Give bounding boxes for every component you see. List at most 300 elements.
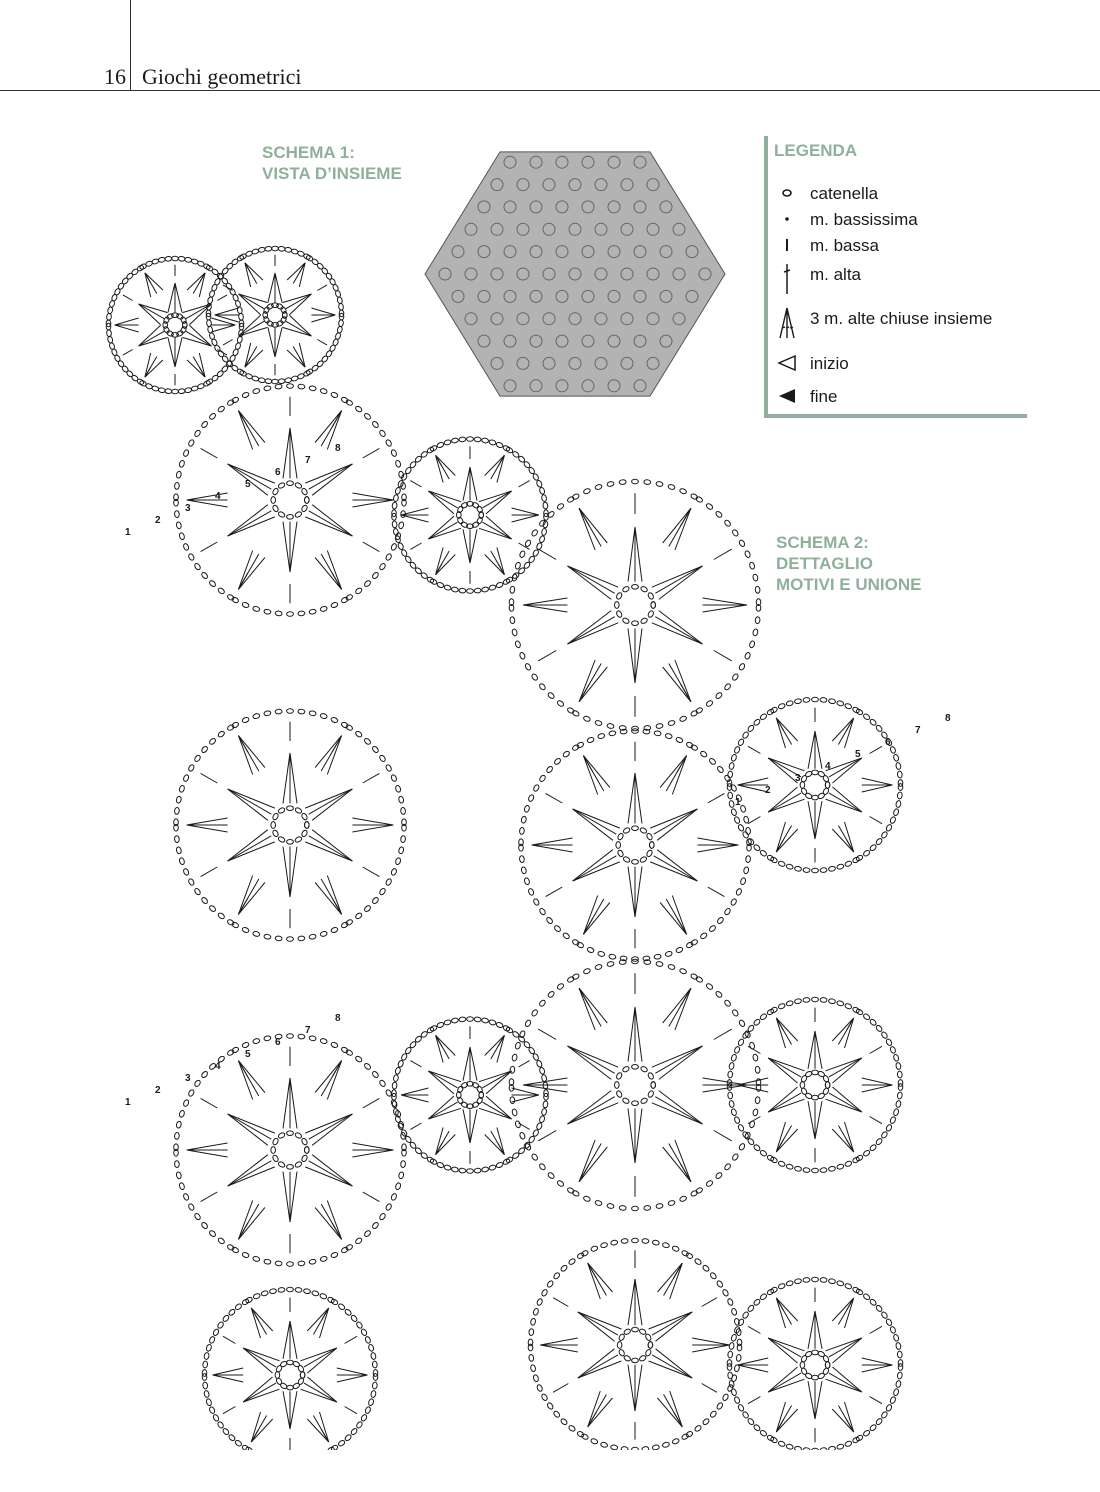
cluster-stitch [568, 566, 619, 587]
cluster-stitch [652, 566, 703, 587]
chain-stitch [597, 733, 605, 739]
chain-stitch [616, 1072, 623, 1080]
cluster-stitch [228, 1114, 272, 1139]
cluster-stitch [428, 1096, 454, 1119]
cluster-stitch [283, 1172, 290, 1222]
chain-stitch [616, 842, 621, 849]
chain-stitch [211, 374, 219, 382]
cluster-stitch [579, 508, 607, 543]
chain-stitch [731, 1308, 738, 1316]
motif-7 [392, 1017, 549, 1174]
cluster-stitch [815, 731, 822, 769]
cluster-stitch [768, 1087, 797, 1112]
chain-stitch [647, 610, 654, 618]
chain-stitch [855, 1434, 863, 1441]
cluster-stitch [238, 1208, 265, 1240]
chain-stitch [576, 741, 584, 748]
chain-stitch [203, 1361, 208, 1368]
chain-stitch [183, 1099, 190, 1107]
motif-1 [174, 709, 407, 942]
cluster-stitch [463, 529, 470, 563]
double-crochet [201, 1098, 218, 1108]
cluster-stitch [238, 551, 252, 590]
chain-stitch [572, 493, 580, 500]
chain-stitch [183, 1193, 190, 1201]
chain-stitch [622, 1097, 630, 1104]
chain-stitch [749, 562, 756, 570]
cluster-stitch [337, 1368, 368, 1375]
chain-stitch [836, 1280, 844, 1286]
cluster-stitch [512, 515, 539, 522]
cluster-stitch [305, 1167, 352, 1186]
chain-stitch [188, 764, 195, 772]
cluster-stitch [540, 1338, 577, 1345]
cluster-stitch [635, 527, 642, 582]
chain-stitch [803, 1277, 810, 1282]
chain-stitch [656, 481, 664, 487]
double-crochet [363, 448, 380, 458]
chain-stitch [521, 816, 527, 824]
chain-stitch [662, 1442, 670, 1448]
double-crochet [870, 817, 882, 824]
cluster-stitch [238, 558, 265, 590]
chain-stitch [881, 1131, 889, 1139]
chain-stitch [176, 1171, 182, 1179]
chain-stitch [567, 1187, 575, 1194]
chain-stitch [400, 1160, 405, 1167]
chain-stitch [855, 708, 863, 715]
chain-stitch [734, 746, 741, 754]
chain-stitch [731, 808, 738, 816]
chain-stitch [287, 1034, 294, 1039]
chain-stitch [316, 360, 324, 368]
chain-stitch [356, 1321, 364, 1329]
chain-stitch [436, 1162, 444, 1169]
chain-stitch [759, 1013, 767, 1021]
chain-stitch [459, 437, 466, 442]
chain-stitch [392, 1101, 397, 1108]
chain-stitch [217, 1237, 225, 1245]
chain-stitch [379, 429, 387, 437]
chain-stitch [656, 961, 664, 967]
chain-stitch [231, 364, 239, 372]
cluster-stitch [315, 736, 342, 768]
chain-stitch [679, 968, 687, 975]
chain-stitch [201, 896, 209, 904]
chain-stitch [444, 584, 452, 590]
cluster-stitch [199, 353, 205, 377]
chain-stitch [740, 805, 747, 813]
chain-stitch [216, 370, 224, 378]
chain-stitch [587, 947, 595, 954]
chain-stitch [728, 1071, 733, 1078]
double-crochet [748, 817, 760, 824]
chain-stitch [547, 1172, 555, 1180]
double-crochet [681, 684, 691, 702]
chain-stitch [610, 1240, 618, 1246]
chain-stitch [363, 1230, 371, 1238]
chain-stitch [371, 896, 379, 904]
cluster-stitch [652, 1103, 703, 1124]
chain-stitch [715, 510, 723, 518]
double-crochet [410, 481, 421, 487]
chain-stitch [252, 713, 260, 719]
chain-stitch [126, 370, 134, 378]
cluster-stitch [175, 283, 182, 312]
cluster-stitch [523, 1078, 567, 1085]
cluster-stitch [401, 1095, 428, 1102]
chain-stitch [562, 750, 570, 758]
chain-stitch [897, 1372, 902, 1379]
chain-stitch [298, 1261, 305, 1266]
chain-stitch [201, 420, 209, 428]
chain-stitch [836, 700, 844, 706]
header-divider-vertical [130, 0, 131, 90]
round-number-label: 8 [335, 443, 341, 454]
chain-stitch [278, 482, 286, 489]
chain-stitch [595, 964, 603, 970]
cluster-stitch [211, 318, 235, 325]
chain-stitch [889, 816, 896, 824]
chain-stitch [179, 460, 186, 468]
cluster-stitch [215, 308, 239, 315]
chain-stitch [778, 1283, 786, 1290]
chain-stitch [759, 1429, 767, 1437]
round-number-label: 2 [155, 1085, 161, 1096]
chain-stitch [648, 1342, 653, 1349]
chain-stitch [444, 1019, 452, 1025]
chain-stitch [203, 1382, 208, 1389]
chain-stitch [724, 683, 732, 691]
cluster-stitch [283, 1391, 290, 1429]
chain-stitch [263, 316, 270, 324]
chain-stitch [786, 864, 794, 870]
chain-stitch [694, 1425, 702, 1433]
cluster-stitch [663, 988, 691, 1023]
cluster-stitch [660, 903, 687, 935]
cluster-stitch [768, 1338, 797, 1363]
chain-stitch [623, 827, 631, 834]
chain-stitch [278, 1132, 286, 1139]
chain-stitch [709, 1272, 717, 1280]
chain-stitch [451, 587, 459, 593]
cluster-stitch [168, 338, 175, 367]
chain-stitch [546, 1280, 554, 1288]
chain-stitch [898, 1080, 903, 1087]
chain-stitch [744, 550, 751, 558]
chain-stitch [675, 737, 683, 744]
cluster-stitch [238, 736, 265, 768]
round-number-label: 1 [125, 527, 131, 538]
chain-stitch [893, 1054, 900, 1062]
double-crochet [223, 1336, 235, 1343]
chain-stitch [222, 1314, 230, 1322]
chain-stitch [311, 1290, 319, 1296]
cluster-stitch [470, 1109, 477, 1143]
chain-stitch [844, 703, 852, 710]
cluster-stitch [228, 1167, 275, 1186]
cluster-stitch [238, 1061, 265, 1093]
chain-stitch [778, 1160, 786, 1167]
chain-stitch [519, 550, 526, 558]
cluster-stitch [283, 522, 290, 572]
chain-stitch [176, 330, 184, 337]
chain-stitch [731, 673, 739, 681]
chain-stitch [207, 326, 213, 334]
double-crochet [870, 1046, 882, 1053]
chain-stitch [519, 827, 524, 834]
cluster-stitch [583, 756, 597, 795]
cluster-stitch [228, 1161, 272, 1186]
chain-stitch [363, 1062, 371, 1070]
cluster-stitch [628, 773, 635, 823]
chain-stitch [766, 854, 774, 861]
chain-stitch [731, 1388, 738, 1396]
chain-stitch [828, 698, 836, 704]
chain-stitch [457, 505, 464, 513]
chain-stitch [309, 710, 317, 716]
chain-stitch [581, 1250, 589, 1257]
chain-stitch [301, 504, 308, 512]
chain-stitch [885, 1124, 892, 1132]
cluster-stitch [486, 516, 512, 539]
double-crochet [410, 543, 421, 549]
chain-stitch [836, 1164, 844, 1170]
chain-stitch [645, 1333, 652, 1341]
chain-stitch [242, 1042, 250, 1049]
double-crochet [538, 549, 556, 559]
chain-stitch [398, 1171, 404, 1179]
chain-stitch [212, 1328, 219, 1336]
chain-stitch [539, 487, 546, 495]
chain-stitch [275, 1372, 280, 1379]
chain-stitch [385, 1203, 392, 1211]
chain-stitch [662, 1242, 670, 1248]
chain-stitch [264, 1035, 272, 1041]
chain-stitch [893, 754, 900, 762]
chain-stitch [709, 1410, 717, 1418]
chain-stitch [812, 770, 819, 775]
chain-stitch [794, 1278, 802, 1284]
cluster-stitch [568, 1091, 612, 1124]
chain-stitch [176, 796, 182, 804]
double-crochet [579, 684, 589, 702]
chain-stitch [852, 1156, 860, 1163]
cluster-stitch [309, 1161, 353, 1186]
chain-stitch [320, 931, 328, 937]
chain-stitch [287, 1385, 294, 1390]
chain-stitch [600, 1242, 608, 1248]
chain-stitch [800, 1075, 807, 1083]
chain-stitch [355, 1055, 363, 1063]
legend-label: fine [810, 387, 838, 406]
cluster-stitch [470, 1047, 477, 1081]
chain-stitch [618, 1333, 625, 1341]
chain-stitch [298, 611, 305, 616]
chain-stitch [855, 1008, 863, 1015]
chain-stitch [275, 936, 282, 941]
chain-stitch [607, 961, 615, 967]
cluster-stitch [309, 464, 353, 489]
chain-stitch [204, 1390, 210, 1398]
chain-stitch [600, 1442, 608, 1448]
chain-stitch [356, 1421, 364, 1429]
double-crochet [410, 1123, 421, 1129]
round-number-label: 2 [155, 515, 161, 526]
cluster-stitch [628, 867, 635, 917]
chain-stitch [174, 835, 179, 842]
chain-stitch [738, 1143, 745, 1151]
chain-stitch [188, 878, 195, 886]
chain-stitch [852, 1006, 860, 1013]
chain-stitch [897, 1071, 902, 1078]
cluster-stitch [768, 1058, 797, 1083]
chain-stitch [800, 1362, 805, 1369]
chain-stitch [481, 438, 489, 444]
chain-stitch [755, 586, 760, 593]
cluster-stitch [808, 731, 815, 769]
legend-label: 3 m. alte chiuse insieme [810, 309, 993, 328]
chain-stitch [539, 535, 546, 543]
chain-stitch [885, 1038, 892, 1046]
cluster-stitch [486, 1071, 512, 1094]
cluster-stitch [675, 508, 691, 550]
chain-stitch [536, 480, 543, 488]
cluster-stitch [305, 464, 352, 483]
chain-stitch [889, 1326, 896, 1334]
chain-stitch [451, 438, 459, 444]
cluster-stitch [243, 1348, 272, 1373]
chain-stitch [460, 521, 468, 528]
double-crochet [223, 340, 233, 346]
chain-stitch [311, 364, 319, 372]
chain-stitch [301, 488, 308, 496]
chain-stitch [897, 1092, 902, 1099]
chain-stitch [241, 1298, 249, 1305]
chain-stitch [742, 1311, 750, 1319]
chain-stitch [512, 629, 518, 637]
cluster-stitch [738, 1078, 769, 1085]
cluster-stitch [568, 617, 615, 644]
chain-stitch [844, 1283, 852, 1290]
cluster-stitch [312, 505, 352, 536]
chain-stitch [607, 723, 615, 729]
double-crochet [538, 651, 556, 661]
chain-stitch [385, 878, 392, 886]
chain-stitch [731, 1153, 739, 1161]
chain-stitch [515, 1042, 522, 1050]
chain-stitch [183, 774, 190, 782]
chain-stitch [395, 1182, 402, 1190]
chain-stitch [640, 617, 648, 624]
chain-stitch [294, 1132, 302, 1139]
chain-stitch [734, 1116, 741, 1124]
chain-stitch [724, 907, 732, 915]
cluster-stitch [655, 1046, 702, 1073]
cluster-stitch [228, 505, 268, 536]
cluster-stitch [657, 809, 697, 840]
chain-stitch [179, 532, 186, 540]
cluster-stitch [228, 1155, 268, 1186]
chain-stitch [519, 1132, 526, 1140]
chain-stitch [889, 1046, 896, 1054]
cluster-stitch [309, 789, 353, 814]
round-number-label: 5 [245, 1049, 251, 1060]
cluster-stitch [401, 1088, 428, 1095]
chain-stitch [619, 1205, 626, 1210]
chain-stitch [183, 322, 188, 329]
chain-stitch [825, 1362, 830, 1369]
cluster-stitch [573, 809, 613, 840]
cluster-stitch [463, 467, 470, 501]
motif-14 [206, 246, 344, 384]
chain-stitch [536, 1060, 543, 1068]
chain-stitch [536, 1122, 543, 1130]
cluster-stitch [675, 1140, 691, 1182]
chain-stitch [805, 792, 813, 799]
cluster-stitch [862, 1078, 893, 1085]
chain-stitch [363, 905, 371, 913]
chain-stitch [881, 831, 889, 839]
cluster-stitch [579, 1147, 607, 1182]
chain-stitch [885, 1318, 892, 1326]
chain-stitch [794, 998, 802, 1004]
chain-stitch [729, 1100, 735, 1108]
chain-stitch [734, 816, 741, 824]
cluster-stitch [228, 517, 275, 536]
legend-item-catenella [774, 181, 1024, 205]
cluster-stitch [486, 491, 512, 514]
chain-stitch [301, 1154, 308, 1162]
cluster-stitch [187, 360, 205, 377]
cluster-stitch [352, 493, 393, 500]
chain-stitch [881, 1031, 889, 1039]
double-crochet [714, 1131, 732, 1141]
cluster-stitch [703, 598, 747, 605]
cluster-stitch [287, 350, 305, 367]
chain-stitch [668, 1200, 676, 1206]
chain-stitch [556, 700, 564, 708]
round-number-label: 6 [275, 1037, 281, 1048]
chain-stitch [301, 1138, 308, 1146]
cluster-stitch [238, 883, 265, 915]
chain-stitch [309, 385, 317, 391]
cluster-stitch [628, 1365, 635, 1411]
chain-stitch [519, 652, 526, 660]
chain-stitch [895, 1380, 901, 1388]
cluster-stitch [635, 1007, 642, 1062]
chain-stitch [895, 1062, 901, 1070]
chain-stitch [897, 792, 902, 799]
chain-stitch [305, 497, 310, 504]
chain-stitch [869, 844, 877, 852]
cluster-stitch [573, 809, 617, 834]
chain-stitch [227, 919, 235, 926]
cluster-stitch [401, 515, 428, 522]
chain-stitch [174, 510, 179, 517]
chain-stitch [618, 1349, 625, 1357]
chain-stitch [742, 731, 750, 739]
chain-stitch [278, 246, 285, 251]
cluster-stitch [290, 1391, 297, 1429]
chain-stitch [536, 1384, 543, 1392]
chain-stitch [316, 262, 324, 270]
cluster-stitch [283, 847, 290, 897]
cluster-stitch [579, 988, 595, 1030]
cluster-stitch [808, 1101, 815, 1139]
double-crochet [870, 746, 882, 753]
chain-stitch [131, 268, 139, 276]
